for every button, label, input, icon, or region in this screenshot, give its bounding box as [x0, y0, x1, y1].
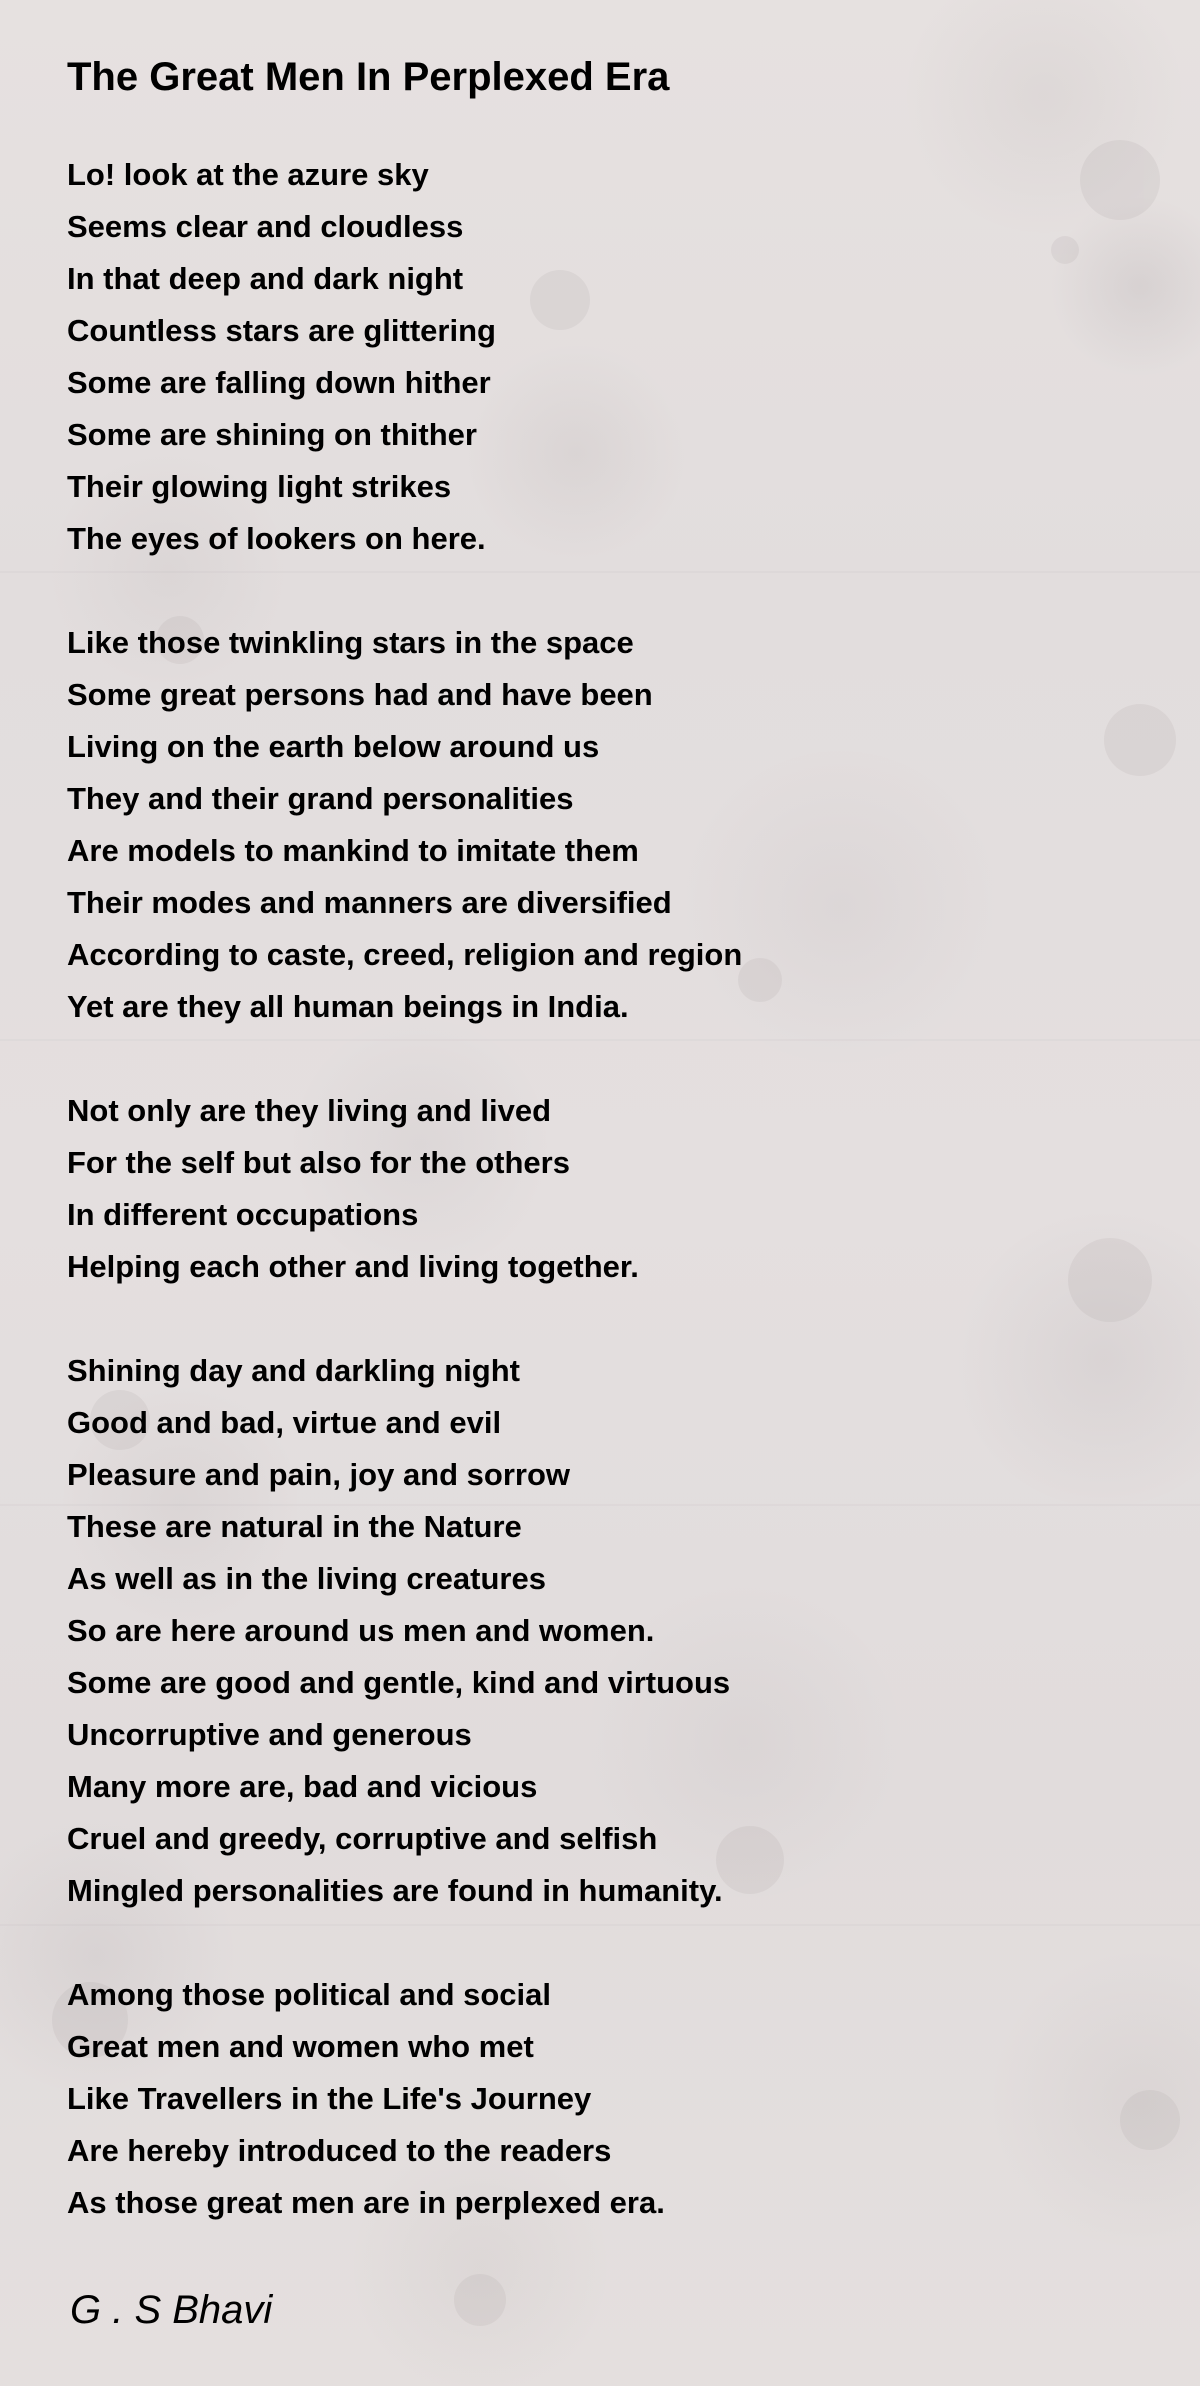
poem-line: Like those twinkling stars in the space [67, 625, 634, 660]
poem-line: For the self but also for the others [67, 1145, 570, 1180]
poem-line: In different occupations [67, 1197, 419, 1232]
stanza-5 [67, 1969, 742, 2229]
poem-line: Yet are they all human beings in India. [67, 989, 629, 1024]
poem-line: Countless stars are glittering [67, 313, 496, 348]
poem-line: Some are good and gentle, kind and virtuous [67, 1665, 731, 1700]
stanza-3 [67, 1085, 742, 1293]
stanza-4 [67, 1345, 742, 1917]
poem-line: Like Travellers in the Life's Journey [67, 2081, 592, 2116]
stanza-1 [67, 149, 742, 565]
stanza-2 [67, 617, 742, 1033]
poem-line: Shining day and darkling night [67, 1353, 520, 1388]
poem-body [67, 149, 742, 2281]
poem-line: Not only are they living and lived [67, 1093, 552, 1128]
poem-line: As well as in the living creatures [67, 1561, 546, 1596]
poem-line: Lo! look at the azure sky [67, 157, 429, 192]
poem-line: Pleasure and pain, joy and sorrow [67, 1457, 571, 1492]
poem-line: Some are shining on thither [67, 417, 477, 452]
poem-line: Are hereby introduced to the readers [67, 2133, 612, 2168]
poem-line: So are here around us men and women. [67, 1613, 655, 1648]
poem-line: They and their grand personalities [67, 781, 574, 816]
poem-line: Uncorruptive and generous [67, 1717, 472, 1752]
poem-line: Many more are, bad and vicious [67, 1769, 538, 1804]
poem-title: The Great Men In Perplexed Era [67, 55, 670, 99]
poem-line: Their modes and manners are diversified [67, 885, 672, 920]
poem-line: Cruel and greedy, corruptive and selfish [67, 1821, 658, 1856]
poem-line: These are natural in the Nature [67, 1509, 522, 1544]
poem-line: Seems clear and cloudless [67, 209, 464, 244]
poem-line: Helping each other and living together. [67, 1249, 639, 1284]
author-name: G . S Bhavi [70, 2288, 273, 2332]
poem-line: Good and bad, virtue and evil [67, 1405, 502, 1440]
poem-line: Living on the earth below around us [67, 729, 600, 764]
poem-line: Among those political and social [67, 1977, 552, 2012]
poem-line: Some great persons had and have been [67, 677, 653, 712]
poem-line: The eyes of lookers on here. [67, 521, 486, 556]
poem-line: In that deep and dark night [67, 261, 464, 296]
poem-line: Mingled personalities are found in humanity. [67, 1873, 723, 1908]
poem-line: Some are falling down hither [67, 365, 491, 400]
poem-line: Their glowing light strikes [67, 469, 452, 504]
poem-line: Great men and women who met [67, 2029, 534, 2064]
poem-line: Are models to mankind to imitate them [67, 833, 639, 868]
poem-line: As those great men are in perplexed era. [67, 2185, 665, 2220]
poem-line: According to caste, creed, religion and region [67, 937, 743, 972]
